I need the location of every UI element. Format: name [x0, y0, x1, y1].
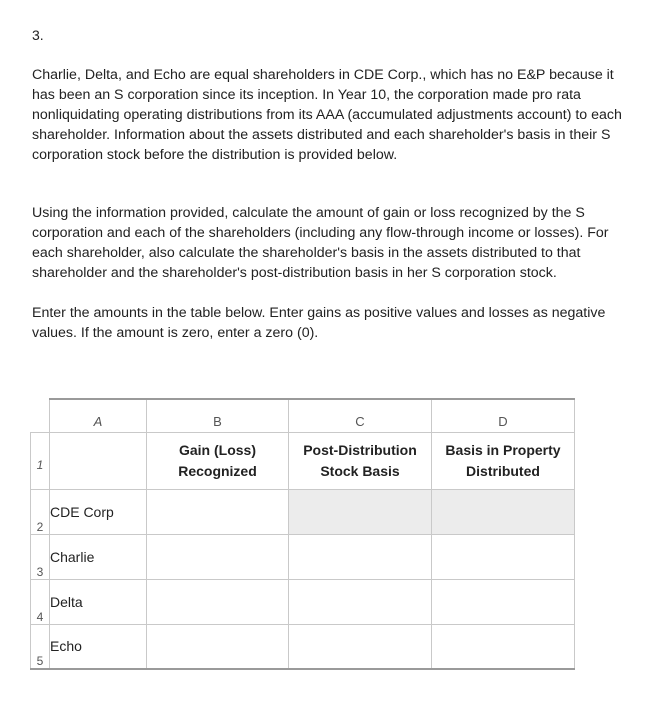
input-delta-property-basis[interactable] — [432, 579, 575, 624]
header-cell-a — [50, 432, 147, 489]
header-gain-loss-recognized — [147, 432, 289, 489]
row-label-delta: Delta — [50, 579, 147, 624]
header-b-line2: Recognized — [178, 462, 257, 479]
column-letter-c: C — [289, 399, 432, 432]
row-number-4: 4 — [31, 579, 50, 624]
problem-description: Charlie, Delta, and Echo are equal shareholders in CDE Corp., which has no E&P because it has been an S corporation since its inception. In Year 10, the corporation made pro rata nonliquidating operating distributions from its AAA (accumulated adjustments account) to each shareholder. Information about the assets distributed and each shareholder's basis in their S corporation stock before the distribution is provided below. — [32, 67, 622, 163]
column-letter-row — [31, 399, 575, 432]
header-b-line1: Gain (Loss) — [178, 441, 256, 458]
row-number-2: 2 — [31, 489, 50, 534]
column-letter-b: B — [147, 399, 289, 432]
row-number-1: 1 — [31, 432, 50, 489]
header-post-distribution-stock-basis — [289, 432, 432, 489]
corner-cell — [31, 399, 50, 432]
input-charlie-stock-basis[interactable] — [289, 534, 432, 579]
answer-spreadsheet — [30, 398, 575, 670]
header-c-line1: Post-Distribution — [303, 441, 417, 458]
disabled-cde-corp-property-basis — [432, 489, 575, 534]
input-echo-gain-loss[interactable] — [147, 624, 289, 669]
instructions-entry: Enter the amounts in the table below. Enter gains as positive values and losses as negative values. If the amount is zero, enter a zero (0). — [32, 305, 606, 341]
header-basis-in-property-distributed — [432, 432, 575, 489]
input-cde-corp-gain-loss[interactable] — [147, 489, 289, 534]
input-echo-stock-basis[interactable] — [289, 624, 432, 669]
input-charlie-property-basis[interactable] — [432, 534, 575, 579]
row-label-cde-corp: CDE Corp — [50, 489, 147, 534]
row-number-3: 3 — [31, 534, 50, 579]
table-row-cde-corp — [31, 489, 575, 534]
header-row — [31, 432, 575, 489]
header-c-line2: Stock Basis — [320, 462, 400, 479]
table-row-echo — [31, 624, 575, 669]
input-charlie-gain-loss[interactable] — [147, 534, 289, 579]
row-label-charlie: Charlie — [50, 534, 147, 579]
header-d-line1: Basis in Property — [445, 441, 561, 458]
column-letter-a: A — [50, 399, 147, 432]
question-number: 3. — [32, 27, 44, 43]
input-echo-property-basis[interactable] — [432, 624, 575, 669]
header-d-line2: Distributed — [466, 462, 540, 479]
instructions-calculate: Using the information provided, calculate the amount of gain or loss recognized by the S corporation and each of the shareholders (including any flow-through income or losses). For each shareholder, also calculate the shareholder's basis in the assets distributed to that shareholder and the shareholder's post-distribution basis in her S corporation stock. — [32, 205, 609, 281]
input-delta-gain-loss[interactable] — [147, 579, 289, 624]
row-label-echo: Echo — [50, 624, 147, 669]
table-row-delta — [31, 579, 575, 624]
row-number-5: 5 — [31, 624, 50, 669]
disabled-cde-corp-stock-basis — [289, 489, 432, 534]
table-row-charlie — [31, 534, 575, 579]
input-delta-stock-basis[interactable] — [289, 579, 432, 624]
column-letter-d: D — [432, 399, 575, 432]
